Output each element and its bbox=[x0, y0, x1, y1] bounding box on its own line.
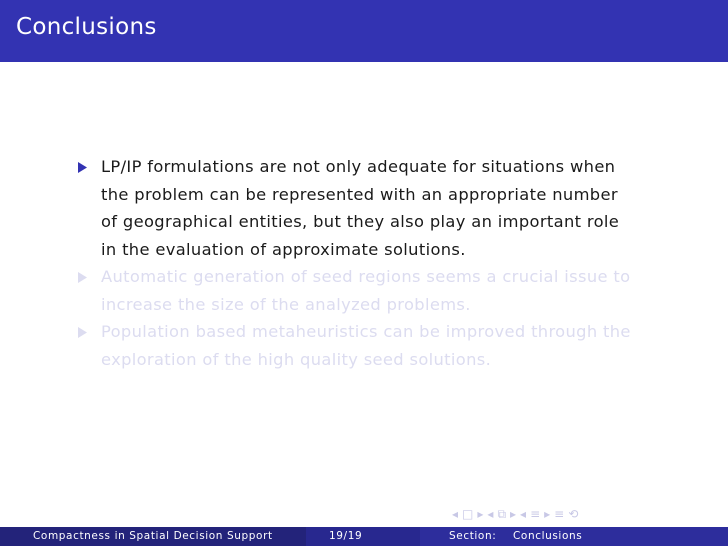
nav-frame-icon[interactable]: □ bbox=[462, 507, 474, 521]
title-bar bbox=[0, 0, 728, 62]
triangle-bullet-icon bbox=[78, 318, 88, 345]
nav-prev-subsection-icon[interactable]: ◂ bbox=[487, 507, 494, 521]
bullet-line: LP/IP formulations are not only adequate for situations when bbox=[101, 157, 616, 176]
bullet-item bbox=[78, 318, 678, 373]
triangle-bullet-icon bbox=[78, 153, 88, 180]
nav-next-frame-icon[interactable]: ▸ bbox=[477, 507, 484, 521]
footer-section-name: Conclusions bbox=[513, 530, 583, 542]
triangle-bullet-icon bbox=[78, 263, 88, 290]
footer-page-number: 19/19 bbox=[329, 530, 363, 542]
bullet-item bbox=[78, 153, 678, 263]
footer-middle bbox=[306, 527, 420, 546]
nav-section-icon[interactable]: ≡ bbox=[530, 507, 541, 521]
nav-next-section-icon[interactable]: ▸ bbox=[544, 507, 551, 521]
bullet-item bbox=[78, 263, 678, 318]
bullet-line: the problem can be represented with an appropriate number bbox=[101, 184, 618, 204]
footer-section-label: Section: bbox=[449, 530, 497, 542]
bullet-line: Automatic generation of seed regions seems a crucial issue to bbox=[101, 267, 631, 286]
footer-left bbox=[0, 527, 306, 546]
footer-bar bbox=[0, 527, 728, 546]
bullet-line: increase the size of the analyzed problems. bbox=[101, 294, 471, 314]
footer-short-title: Compactness in Spatial Decision Support bbox=[33, 530, 273, 542]
bullet-line: Population based metaheuristics can be improved through the bbox=[101, 322, 631, 341]
bullet-line: exploration of the high quality seed solutions. bbox=[101, 349, 492, 369]
bullet-list bbox=[78, 153, 678, 373]
nav-subsection-icon[interactable]: ⧉ bbox=[497, 506, 507, 521]
slide-title: Conclusions bbox=[16, 14, 157, 40]
nav-prev-frame-icon[interactable]: ◂ bbox=[452, 507, 459, 521]
footer-right bbox=[420, 527, 728, 546]
bullet-line: of geographical entities, but they also play an important role bbox=[101, 212, 620, 231]
bullet-line: in the evaluation of approximate solutions. bbox=[101, 239, 466, 259]
nav-search-icon[interactable]: ⟲ bbox=[568, 507, 579, 521]
nav-align-icon[interactable]: ≡ bbox=[554, 507, 565, 521]
nav-prev-section-icon[interactable]: ◂ bbox=[520, 507, 527, 521]
nav-next-subsection-icon[interactable]: ▸ bbox=[510, 507, 517, 521]
navigation-symbols bbox=[452, 504, 578, 524]
